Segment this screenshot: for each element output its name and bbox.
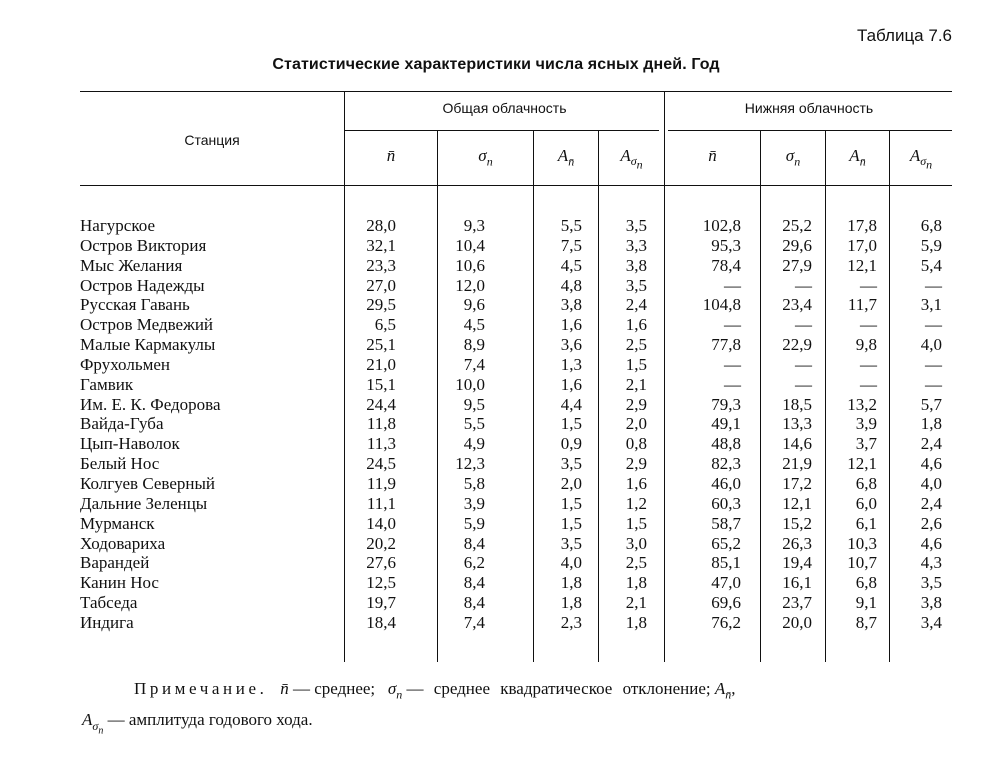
value-mean-total: 21,0 <box>366 354 396 374</box>
value-mean-low: — <box>724 374 741 394</box>
table-row <box>0 236 992 256</box>
station-name: Индига <box>80 612 134 632</box>
value-amp-sigma-low: 3,4 <box>920 612 942 632</box>
value-mean-low: 65,2 <box>711 533 741 553</box>
value-amp-sigma-low: 5,7 <box>920 394 942 414</box>
header-sigma-total: $\sigma_n$ <box>478 146 493 169</box>
value-amp-low: 17,8 <box>847 216 877 235</box>
value-mean-total: 27,0 <box>366 275 396 295</box>
table-row <box>0 573 992 593</box>
value-amp-total: 1,8 <box>560 573 582 593</box>
value-mean-low: 78,4 <box>711 255 741 275</box>
value-amp-sigma-low: 4,3 <box>920 553 942 573</box>
table-row <box>0 315 992 335</box>
value-amp-sigma-total: 2,0 <box>625 414 647 434</box>
table-row <box>0 414 992 434</box>
station-name: Остров Виктория <box>80 235 207 255</box>
value-amp-sigma-low: — <box>925 315 942 335</box>
value-amp-sigma-total: 2,1 <box>625 593 647 613</box>
table-row <box>0 355 992 375</box>
value-amp-total: 0,9 <box>560 434 582 454</box>
value-mean-total: 19,7 <box>366 593 396 613</box>
value-amp-total: 3,6 <box>560 335 582 355</box>
group-low-rule <box>668 130 952 131</box>
value-amp-total: 1,5 <box>560 513 582 533</box>
value-amp-sigma-low: 2,4 <box>920 434 942 454</box>
station-name: Остров Надежды <box>80 275 205 295</box>
value-mean-total: 12,5 <box>366 573 396 593</box>
amp-symbol: $A_{n̄}$ <box>714 679 732 702</box>
value-amp-sigma-total: 1,8 <box>625 612 647 632</box>
value-sigma-total: 7,4 <box>463 354 485 374</box>
value-sigma-low: 27,9 <box>782 255 812 275</box>
value-amp-sigma-total: 3,0 <box>625 533 647 553</box>
value-mean-low: 102,8 <box>702 216 741 235</box>
value-sigma-total: 4,9 <box>463 434 485 454</box>
value-amp-total: 4,5 <box>560 255 582 275</box>
value-amp-total: 3,8 <box>560 295 582 315</box>
value-sigma-low: — <box>795 315 812 335</box>
value-mean-total: 15,1 <box>366 374 396 394</box>
header-group-low: Нижняя облачность <box>744 100 874 116</box>
value-mean-total: 29,5 <box>366 295 396 315</box>
value-amp-sigma-low: 3,5 <box>920 573 942 593</box>
value-sigma-total: 6,2 <box>463 553 485 573</box>
table-number: Таблица 7.6 <box>856 26 952 45</box>
value-mean-total: 27,6 <box>366 553 396 573</box>
value-sigma-low: 23,7 <box>782 593 812 613</box>
value-amp-total: 5,5 <box>560 216 582 235</box>
value-mean-low: 60,3 <box>711 493 741 513</box>
value-amp-sigma-total: 3,8 <box>625 255 647 275</box>
value-mean-low: 58,7 <box>711 513 741 533</box>
value-mean-total: 23,3 <box>366 255 396 275</box>
value-amp-sigma-low: 6,8 <box>920 216 942 235</box>
value-sigma-low: 26,3 <box>782 533 812 553</box>
value-amp-sigma-total: 1,5 <box>625 513 647 533</box>
station-name: Мурманск <box>80 513 155 533</box>
value-amp-total: 2,0 <box>560 473 582 493</box>
value-amp-total: 1,3 <box>560 354 582 374</box>
table-row <box>0 553 992 573</box>
table-row <box>0 474 992 494</box>
value-amp-total: 4,4 <box>560 394 582 414</box>
table-row <box>0 216 992 236</box>
station-name: Цып-Наволок <box>80 434 180 454</box>
table-title: Статистические характеристики числа ясных дней. Год <box>272 56 720 73</box>
value-amp-low: — <box>860 275 877 295</box>
value-mean-low: 82,3 <box>711 454 741 474</box>
value-sigma-low: 12,1 <box>782 493 812 513</box>
value-sigma-total: 9,6 <box>463 295 485 315</box>
value-amp-sigma-low: 5,4 <box>920 255 942 275</box>
value-sigma-total: 8,4 <box>463 573 485 593</box>
value-amp-sigma-low: 3,8 <box>920 593 942 613</box>
value-sigma-total: 5,8 <box>463 473 485 493</box>
header-amp-low: $A_{n̄}$ <box>849 146 866 169</box>
value-mean-low: 76,2 <box>711 612 741 632</box>
value-mean-total: 24,5 <box>366 454 396 474</box>
value-amp-total: 1,8 <box>560 593 582 613</box>
value-mean-low: — <box>724 275 741 295</box>
sigma-definition: — среднее квадратическое отклонение; <box>406 679 711 698</box>
station-name: Малые Кармакулы <box>80 335 216 355</box>
value-mean-low: 104,8 <box>702 295 741 315</box>
value-amp-sigma-low: — <box>925 374 942 394</box>
value-amp-sigma-low: 4,0 <box>920 335 942 355</box>
value-mean-low: 79,3 <box>711 394 741 414</box>
value-mean-total: 6,5 <box>374 315 396 335</box>
table-row <box>0 514 992 534</box>
value-sigma-low: 23,4 <box>782 295 812 315</box>
value-amp-low: 9,1 <box>855 593 877 613</box>
header-bottom-rule <box>80 185 952 186</box>
value-amp-low: — <box>860 374 877 394</box>
value-sigma-low: 19,4 <box>782 553 812 573</box>
header-group-total: Общая облачность <box>442 100 567 116</box>
value-mean-total: 14,0 <box>366 513 396 533</box>
value-mean-low: 48,8 <box>711 434 741 454</box>
value-mean-low: 95,3 <box>711 235 741 255</box>
table-row <box>0 276 992 296</box>
value-sigma-low: 21,9 <box>782 454 812 474</box>
value-mean-total: 18,4 <box>366 612 396 632</box>
value-mean-low: 46,0 <box>711 473 741 493</box>
value-amp-low: 17,0 <box>847 235 877 255</box>
table-row <box>0 593 992 613</box>
value-amp-sigma-total: 1,2 <box>625 493 647 513</box>
station-name: Дальние Зеленцы <box>80 493 208 513</box>
value-sigma-low: 18,5 <box>782 394 812 414</box>
value-amp-sigma-total: 1,8 <box>625 573 647 593</box>
value-amp-sigma-total: 3,5 <box>625 275 647 295</box>
value-sigma-total: 7,4 <box>463 612 485 632</box>
table-row <box>0 613 992 633</box>
station-name: Фрухольмен <box>80 354 170 374</box>
table-row <box>0 494 992 514</box>
value-amp-low: 8,7 <box>855 612 877 632</box>
table-row <box>0 375 992 395</box>
value-amp-low: — <box>860 315 877 335</box>
value-amp-low: 6,8 <box>855 573 877 593</box>
value-amp-low: 11,7 <box>847 295 877 315</box>
station-name: Гамвик <box>80 374 134 394</box>
value-sigma-total: 10,4 <box>455 235 485 255</box>
value-amp-low: 3,7 <box>855 434 877 454</box>
value-amp-sigma-total: 2,9 <box>625 454 647 474</box>
value-sigma-total: 12,0 <box>455 275 485 295</box>
value-mean-low: 85,1 <box>711 553 741 573</box>
value-amp-total: 4,8 <box>560 275 582 295</box>
value-mean-total: 24,4 <box>366 394 396 414</box>
station-name: Мыс Желания <box>80 255 183 275</box>
value-sigma-total: 4,5 <box>463 315 485 335</box>
value-sigma-low: 20,0 <box>782 612 812 632</box>
station-name: Колгуев Северный <box>80 473 216 493</box>
value-sigma-total: 10,6 <box>455 255 485 275</box>
value-amp-low: — <box>860 354 877 374</box>
value-amp-sigma-low: 2,4 <box>920 493 942 513</box>
value-sigma-low: 25,2 <box>782 216 812 235</box>
value-mean-low: — <box>724 354 741 374</box>
mean-definition: — среднее; <box>292 679 376 698</box>
value-sigma-low: 13,3 <box>782 414 812 434</box>
table-row <box>0 335 992 355</box>
value-amp-low: 12,1 <box>847 454 877 474</box>
table-row <box>0 434 992 454</box>
value-sigma-low: — <box>795 354 812 374</box>
footnote-label: Примечание. <box>134 679 268 698</box>
station-name: Нагурское <box>80 216 155 235</box>
value-amp-sigma-low: 1,8 <box>920 414 942 434</box>
value-amp-low: 6,1 <box>855 513 877 533</box>
station-name: Им. Е. К. Федорова <box>80 394 221 414</box>
header-amp-total: $A_{n̄}$ <box>557 146 575 169</box>
station-name: Табседа <box>80 593 138 613</box>
value-mean-low: 69,6 <box>711 593 741 613</box>
value-amp-total: 7,5 <box>560 235 582 255</box>
table-row <box>0 256 992 276</box>
value-amp-total: 1,5 <box>560 414 582 434</box>
value-amp-sigma-low: — <box>925 275 942 295</box>
station-name: Русская Гавань <box>80 295 190 315</box>
mean-symbol: n̄ <box>280 679 289 698</box>
value-sigma-low: 14,6 <box>782 434 812 454</box>
table-body <box>0 216 992 633</box>
table-row <box>0 395 992 415</box>
value-sigma-low: 15,2 <box>782 513 812 533</box>
value-amp-sigma-low: 3,1 <box>920 295 942 315</box>
value-amp-sigma-total: 0,8 <box>625 434 647 454</box>
value-mean-total: 11,3 <box>366 434 396 454</box>
value-sigma-total: 9,5 <box>463 394 485 414</box>
value-amp-total: 3,5 <box>560 533 582 553</box>
value-mean-total: 11,1 <box>366 493 396 513</box>
value-amp-sigma-low: 4,6 <box>920 454 942 474</box>
station-name: Варандей <box>80 553 150 573</box>
footnote <box>82 676 952 744</box>
station-name: Белый Нос <box>80 454 160 474</box>
header-mean-total: n̄ <box>386 146 396 165</box>
value-mean-total: 11,9 <box>366 473 396 493</box>
value-amp-sigma-low: 5,9 <box>920 235 942 255</box>
header-sigma-low: $\sigma_n$ <box>785 146 801 169</box>
value-sigma-total: 3,9 <box>463 493 485 513</box>
value-sigma-low: 29,6 <box>782 235 812 255</box>
value-mean-total: 11,8 <box>366 414 396 434</box>
value-sigma-low: — <box>795 374 812 394</box>
value-amp-sigma-total: 1,5 <box>625 354 647 374</box>
value-amp-total: 1,5 <box>560 493 582 513</box>
value-sigma-total: 5,5 <box>463 414 485 434</box>
value-amp-sigma-total: 2,5 <box>625 335 647 355</box>
table-row <box>0 534 992 554</box>
value-mean-total: 32,1 <box>366 235 396 255</box>
value-amp-low: 3,9 <box>855 414 877 434</box>
value-sigma-low: — <box>795 275 812 295</box>
value-amp-sigma-total: 1,6 <box>625 473 647 493</box>
value-sigma-total: 12,3 <box>455 454 485 474</box>
header-mean-low: n̄ <box>708 146 717 165</box>
station-name: Канин Нос <box>80 573 159 593</box>
value-mean-low: — <box>724 315 741 335</box>
value-amp-sigma-total: 1,6 <box>625 315 647 335</box>
station-name: Вайда-Губа <box>80 414 164 434</box>
value-amp-low: 6,0 <box>855 493 877 513</box>
value-amp-sigma-total: 2,4 <box>625 295 647 315</box>
value-amp-sigma-low: 4,0 <box>920 473 942 493</box>
value-mean-total: 25,1 <box>366 335 396 355</box>
value-mean-low: 77,8 <box>711 335 741 355</box>
top-rule <box>80 91 952 92</box>
table-row <box>0 295 992 315</box>
value-mean-total: 28,0 <box>366 216 396 235</box>
value-amp-low: 6,8 <box>855 473 877 493</box>
value-amp-total: 2,3 <box>560 612 582 632</box>
value-mean-total: 20,2 <box>366 533 396 553</box>
value-sigma-low: 16,1 <box>782 573 812 593</box>
value-amp-total: 3,5 <box>560 454 582 474</box>
value-amp-sigma-total: 2,5 <box>625 553 647 573</box>
value-mean-low: 49,1 <box>711 414 741 434</box>
table-row <box>0 454 992 474</box>
value-amp-low: 10,3 <box>847 533 877 553</box>
value-sigma-total: 8,4 <box>463 593 485 613</box>
value-amp-total: 1,6 <box>560 315 582 335</box>
value-sigma-total: 9,3 <box>463 216 485 235</box>
value-mean-low: 47,0 <box>711 573 741 593</box>
station-name: Остров Медвежий <box>80 315 214 335</box>
value-sigma-total: 10,0 <box>455 374 485 394</box>
header-station: Станция <box>184 132 240 148</box>
value-amp-sigma-total: 3,3 <box>625 235 647 255</box>
value-sigma-total: 5,9 <box>463 513 485 533</box>
value-amp-sigma-low: 2,6 <box>920 513 942 533</box>
value-amp-total: 1,6 <box>560 374 582 394</box>
value-amp-low: 9,8 <box>855 335 877 355</box>
station-name: Ходовариха <box>80 533 166 553</box>
value-amp-sigma-total: 2,1 <box>625 374 647 394</box>
value-amp-sigma-low: — <box>925 354 942 374</box>
value-sigma-low: 17,2 <box>782 473 812 493</box>
value-amp-low: 13,2 <box>847 394 877 414</box>
value-amp-low: 10,7 <box>847 553 877 573</box>
value-sigma-total: 8,4 <box>463 533 485 553</box>
group-total-rule <box>345 130 659 131</box>
value-amp-low: 12,1 <box>847 255 877 275</box>
value-amp-sigma-total: 3,5 <box>625 216 647 235</box>
value-amp-sigma-low: 4,6 <box>920 533 942 553</box>
amp-sigma-symbol: $A_{\sigma_n}$ <box>82 710 104 737</box>
amp-sigma-definition: — амплитуда годового хода. <box>107 710 313 730</box>
header-amp-sigma-low: $A_{\sigma_n}$ <box>909 146 933 172</box>
amp-separator: , <box>731 679 736 698</box>
value-sigma-total: 8,9 <box>463 335 485 355</box>
header-amp-sigma-total: $A_{\sigma_n}$ <box>620 146 643 172</box>
value-amp-total: 4,0 <box>560 553 582 573</box>
value-amp-sigma-total: 2,9 <box>625 394 647 414</box>
sigma-symbol: $\sigma_n$ <box>387 679 403 702</box>
value-sigma-low: 22,9 <box>782 335 812 355</box>
